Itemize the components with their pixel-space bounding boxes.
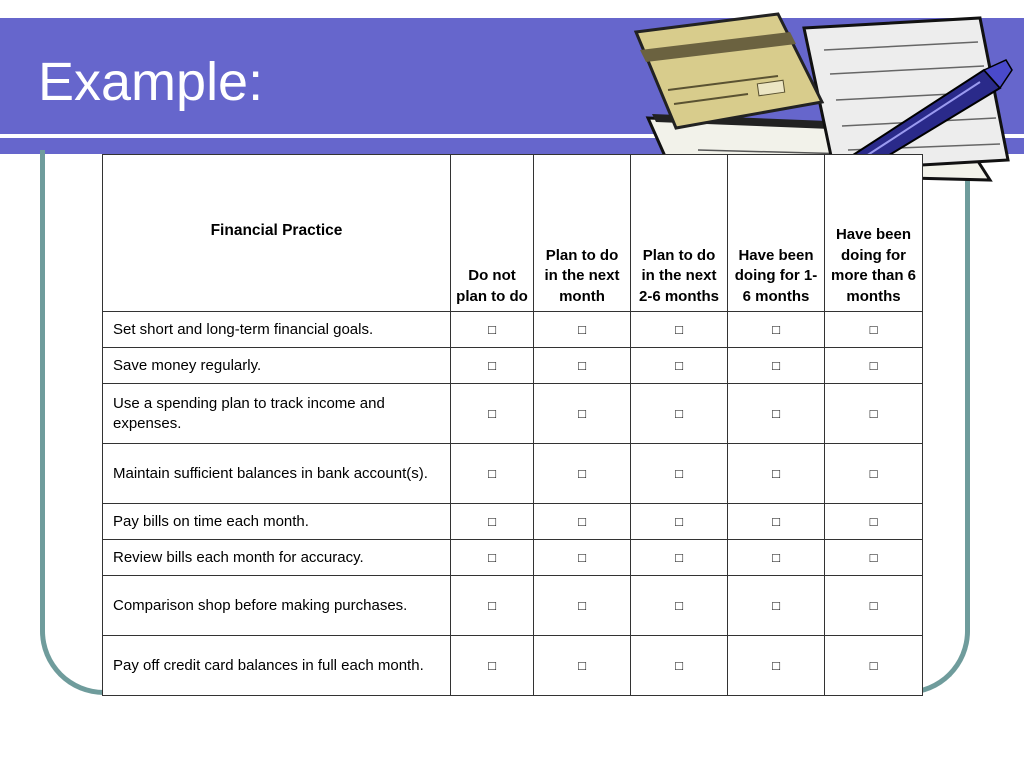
checkbox[interactable] xyxy=(451,576,534,636)
checkbox-icon: □ xyxy=(869,465,878,481)
checkbox[interactable] xyxy=(631,540,728,576)
checkbox[interactable] xyxy=(451,636,534,696)
table-row xyxy=(103,384,923,444)
checkbox-icon: □ xyxy=(869,657,878,673)
practice-label: Review bills each month for accuracy. xyxy=(103,540,451,576)
checkbox-icon: □ xyxy=(869,357,878,373)
checkbox-icon: □ xyxy=(869,321,878,337)
checkbox[interactable] xyxy=(825,348,923,384)
financial-practice-table xyxy=(102,154,923,696)
practice-label: Pay off credit card balances in full each month. xyxy=(103,636,451,696)
checkbox[interactable] xyxy=(728,504,825,540)
checkbox-icon: □ xyxy=(488,321,496,337)
checkbox[interactable] xyxy=(825,312,923,348)
checkbox-icon: □ xyxy=(675,405,683,421)
table-row xyxy=(103,504,923,540)
checkbox-icon: □ xyxy=(675,657,683,673)
checkbox[interactable] xyxy=(631,576,728,636)
checkbox[interactable] xyxy=(728,636,825,696)
checkbox[interactable] xyxy=(825,444,923,504)
checkbox-icon: □ xyxy=(772,513,780,529)
credit-card-icon xyxy=(636,14,822,128)
checkbox-icon: □ xyxy=(772,357,780,373)
checkbox-icon: □ xyxy=(488,465,496,481)
checkbox[interactable] xyxy=(728,348,825,384)
checkbox[interactable] xyxy=(534,504,631,540)
checkbox[interactable] xyxy=(825,504,923,540)
checkbox[interactable] xyxy=(728,444,825,504)
checkbox[interactable] xyxy=(825,636,923,696)
checkbox[interactable] xyxy=(451,540,534,576)
checkbox[interactable] xyxy=(631,384,728,444)
checkbox[interactable] xyxy=(534,636,631,696)
checkbox-icon: □ xyxy=(488,657,496,673)
checkbox-icon: □ xyxy=(488,405,496,421)
header-financial-practice: Financial Practice xyxy=(103,155,451,312)
checkbox-icon: □ xyxy=(578,513,586,529)
header-do-not-plan: Do not plan to do xyxy=(451,155,534,312)
checkbox[interactable] xyxy=(451,444,534,504)
checkbox-icon: □ xyxy=(869,597,878,613)
checkbox-icon: □ xyxy=(578,597,586,613)
table-row xyxy=(103,636,923,696)
checkbox[interactable] xyxy=(825,576,923,636)
checkbox-icon: □ xyxy=(578,321,586,337)
checkbox[interactable] xyxy=(631,636,728,696)
checkbox[interactable] xyxy=(728,576,825,636)
checkbox[interactable] xyxy=(451,312,534,348)
practice-label: Save money regularly. xyxy=(103,348,451,384)
checkbox[interactable] xyxy=(631,312,728,348)
checkbox-icon: □ xyxy=(772,549,780,565)
checkbox[interactable] xyxy=(631,444,728,504)
practice-label: Set short and long-term financial goals. xyxy=(103,312,451,348)
checkbox[interactable] xyxy=(534,576,631,636)
checkbox-icon: □ xyxy=(675,357,683,373)
checkbox[interactable] xyxy=(728,384,825,444)
checkbox[interactable] xyxy=(631,348,728,384)
checkbox-icon: □ xyxy=(772,657,780,673)
checkbox-icon: □ xyxy=(772,597,780,613)
header-plan-2-6-months: Plan to do in the next 2-6 months xyxy=(631,155,728,312)
checkbox-icon: □ xyxy=(578,657,586,673)
checkbox-icon: □ xyxy=(675,465,683,481)
checkbox-icon: □ xyxy=(772,405,780,421)
checkbox-icon: □ xyxy=(578,357,586,373)
checkbox-icon: □ xyxy=(675,321,683,337)
checkbox-icon: □ xyxy=(578,405,586,421)
checkbox-icon: □ xyxy=(578,465,586,481)
checkbox[interactable] xyxy=(728,540,825,576)
table-row xyxy=(103,444,923,504)
checkbox[interactable] xyxy=(451,504,534,540)
header-plan-next-month: Plan to do in the next month xyxy=(534,155,631,312)
header-doing-over-6-months: Have been doing for more than 6 months xyxy=(825,155,923,312)
checkbox[interactable] xyxy=(534,312,631,348)
checkbox-icon: □ xyxy=(869,549,878,565)
header-doing-1-6-months: Have been doing for 1-6 months xyxy=(728,155,825,312)
checkbox[interactable] xyxy=(534,444,631,504)
table-row xyxy=(103,540,923,576)
checkbox[interactable] xyxy=(728,312,825,348)
checkbox[interactable] xyxy=(534,348,631,384)
table-row xyxy=(103,348,923,384)
slide-title: Example: xyxy=(38,52,264,112)
checkbox-icon: □ xyxy=(675,513,683,529)
table-row xyxy=(103,576,923,636)
checkbox-icon: □ xyxy=(772,465,780,481)
checkbox-icon: □ xyxy=(488,513,496,529)
checkbox-icon: □ xyxy=(772,321,780,337)
checkbox[interactable] xyxy=(631,504,728,540)
checkbox-icon: □ xyxy=(675,549,683,565)
checkbox-icon: □ xyxy=(869,405,878,421)
checkbox[interactable] xyxy=(825,384,923,444)
checkbox[interactable] xyxy=(451,348,534,384)
table-header-row xyxy=(103,155,923,312)
checkbox[interactable] xyxy=(534,384,631,444)
practice-label: Maintain sufficient balances in bank account(s). xyxy=(103,444,451,504)
practice-label: Comparison shop before making purchases. xyxy=(103,576,451,636)
checkbox-icon: □ xyxy=(578,549,586,565)
practice-label: Use a spending plan to track income and expenses. xyxy=(103,384,451,444)
checkbox-icon: □ xyxy=(488,549,496,565)
table-row xyxy=(103,312,923,348)
checkbox-icon: □ xyxy=(869,513,878,529)
checkbox-icon: □ xyxy=(675,597,683,613)
checkbox[interactable] xyxy=(534,540,631,576)
checkbox[interactable] xyxy=(825,540,923,576)
checkbox-icon: □ xyxy=(488,357,496,373)
checkbox-icon: □ xyxy=(488,597,496,613)
checkbox[interactable] xyxy=(451,384,534,444)
practice-label: Pay bills on time each month. xyxy=(103,504,451,540)
